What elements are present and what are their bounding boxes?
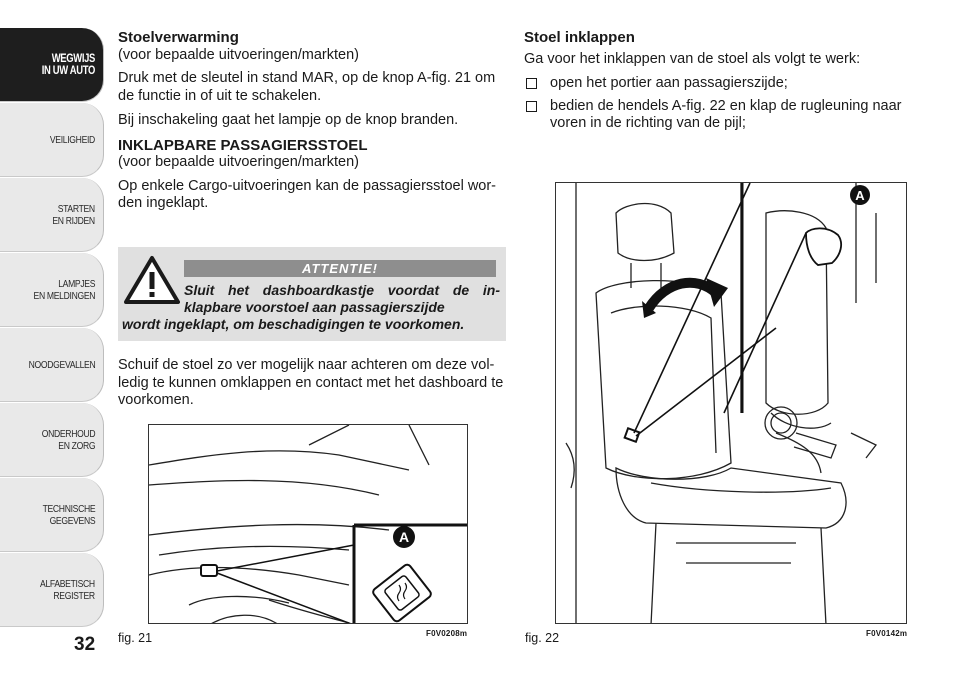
left-column-lower xyxy=(118,357,506,417)
tab-label: STARTEN EN RIJDEN xyxy=(52,202,95,227)
tab-noodgevallen[interactable] xyxy=(0,328,104,402)
heading-inklapbare: INKLAPBARE PASSAGIERSSTOEL xyxy=(118,136,368,154)
fig21-caption: fig. 21 xyxy=(118,631,153,645)
paragraph: Schuif de stoel zo ver mogelijk naar achteren om deze vol-ledig te kunnen omklappen en contact met het dashboard te voorkomen. xyxy=(118,357,504,408)
right-column xyxy=(524,29,904,133)
tab-technische[interactable] xyxy=(0,478,104,552)
paragraph: Bij inschakeling gaat het lampje op de knop branden. xyxy=(118,112,459,128)
tab-label: TECHNISCHE GEGEVENS xyxy=(42,502,95,527)
fig22-code: F0V0142m xyxy=(866,629,908,638)
tab-alfabetisch[interactable] xyxy=(0,553,104,627)
fig21-marker: A xyxy=(398,529,410,545)
step-text: bedien de hendels A-fig. 22 en klap de rugleuning naar voren in de richting van de pijl; xyxy=(550,97,902,131)
step-item xyxy=(524,98,904,133)
tab-veiligheid[interactable] xyxy=(0,103,104,177)
fig21-code: F0V0208m xyxy=(426,629,468,638)
seat-fold-illustration xyxy=(556,183,907,624)
warning-title: ATTENTIE! xyxy=(184,260,496,277)
paragraph: Druk met de sleutel in stand MAR, op de knop A-fig. 21 om de functie in of uit te schakelen. xyxy=(118,70,496,104)
tab-label: NOODGEVALLEN xyxy=(28,358,95,371)
heading-stoel-inklappen: Stoel inklappen xyxy=(524,29,635,46)
paragraph: Op enkele Cargo-uitvoeringen kan de passagiersstoel wor-den ingeklapt. xyxy=(118,177,497,211)
left-column xyxy=(118,29,506,220)
page-number: 32 xyxy=(74,634,96,655)
tab-label: LAMPJES EN MELDINGEN xyxy=(33,277,95,302)
fig22-marker: A xyxy=(855,188,865,203)
checkbox-icon xyxy=(526,101,537,112)
warning-text-line: Sluit het dashboardkastje voordat de in-klapbare voorstoel aan passagierszijde xyxy=(184,282,500,315)
tab-label: ALFABETISCH REGISTER xyxy=(40,577,95,602)
tab-lampjes[interactable] xyxy=(0,253,104,327)
tab-label: ONDERHOUD EN ZORG xyxy=(41,427,95,452)
tab-starten[interactable] xyxy=(0,178,104,252)
warning-text-line: wordt ingeklapt, om beschadigingen te voorkomen. xyxy=(122,316,465,332)
tab-label: WEGWIJS IN UW AUTO xyxy=(41,52,95,77)
step-text: open het portier aan passagierszijde; xyxy=(550,75,788,91)
tab-wegwijs[interactable] xyxy=(0,28,104,102)
checkbox-icon xyxy=(526,78,537,89)
fig22-caption: fig. 22 xyxy=(525,631,560,645)
warning-text xyxy=(122,282,500,333)
paragraph: Ga voor het inklappen van de stoel als volgt te werk: xyxy=(524,50,861,67)
figure-22 xyxy=(555,182,907,624)
figure-21 xyxy=(148,424,468,624)
step-item xyxy=(524,75,904,93)
seat-heating-illustration xyxy=(149,425,468,624)
tab-onderhoud[interactable] xyxy=(0,403,104,477)
tab-label: VEILIGHEID xyxy=(49,133,95,146)
subtitle: (voor bepaalde uitvoeringen/markten) xyxy=(118,154,359,170)
heading-stoelverwarming: Stoelverwarming xyxy=(118,29,239,46)
subtitle: (voor bepaalde uitvoeringen/markten) xyxy=(118,46,359,63)
